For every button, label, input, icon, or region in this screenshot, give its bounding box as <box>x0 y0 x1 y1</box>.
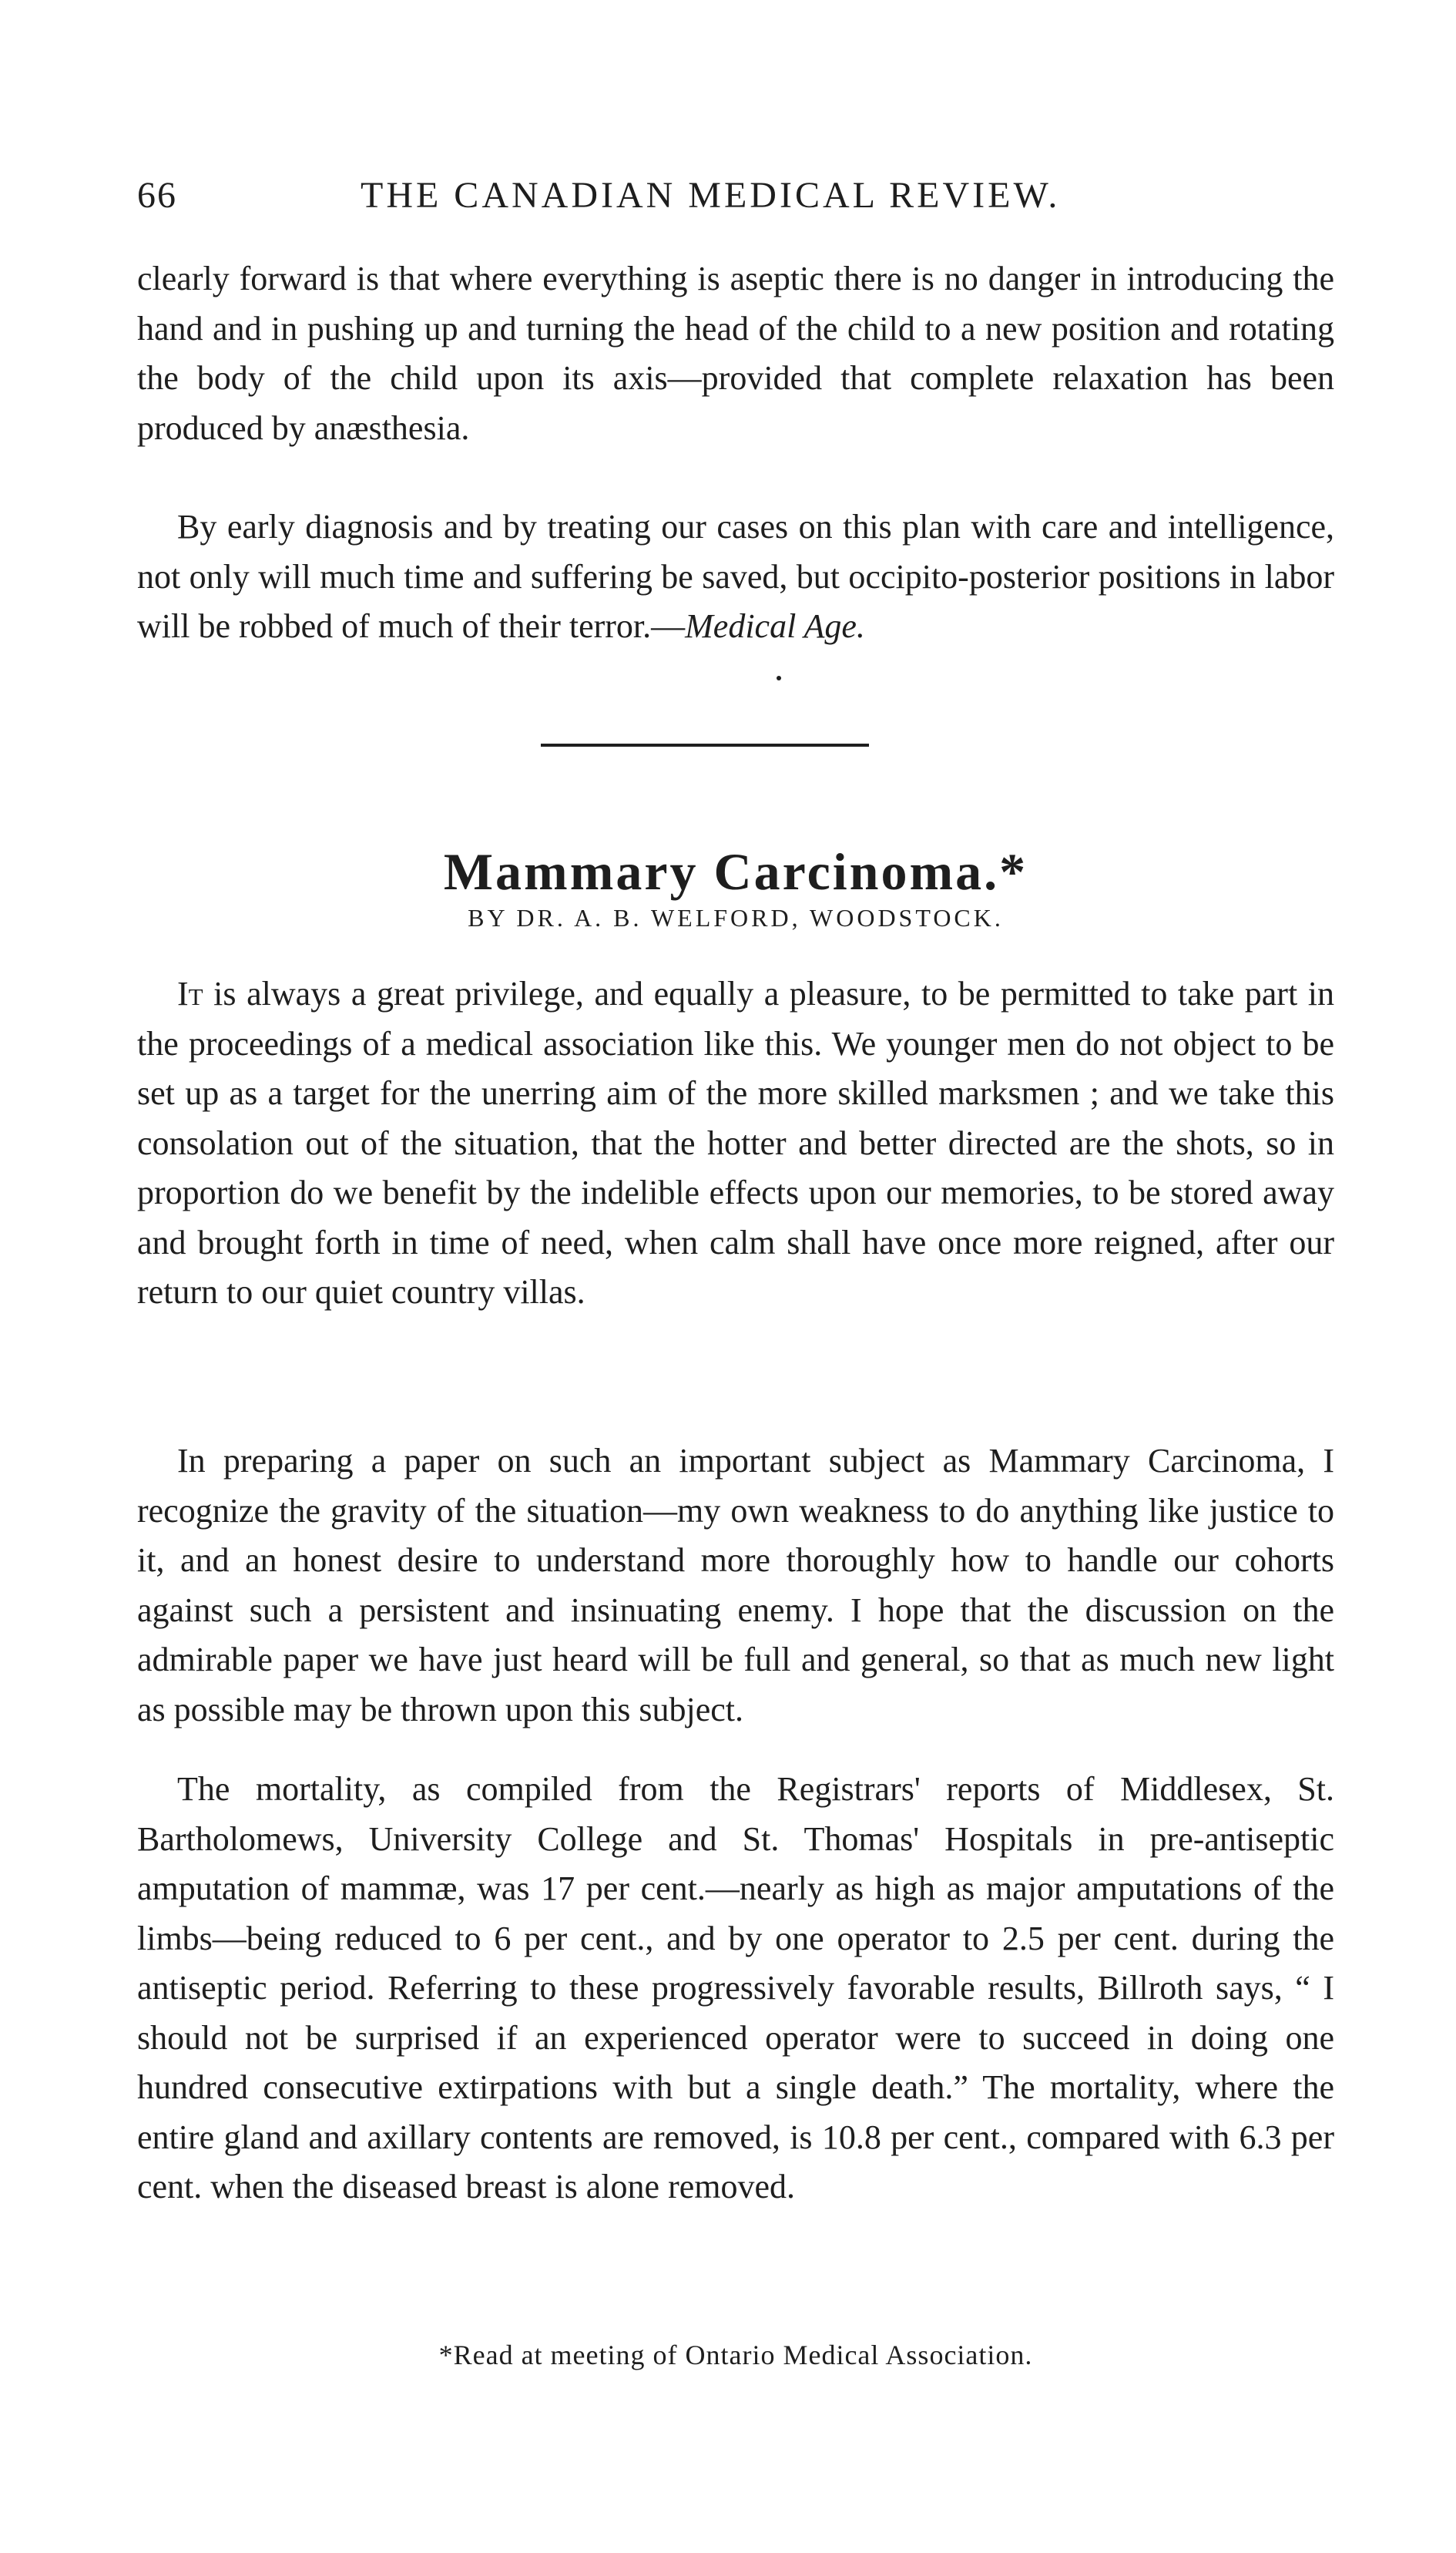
closing-paragraph-text: By early diagnosis and by treating our cases on this plan with care and intelligence, not only will much time and suffering be saved, but occipito-posterior positions in labor will be robbed of much of their terror.— <box>137 508 1334 645</box>
page-number: 66 <box>137 175 177 216</box>
previous-article-closing-paragraph <box>137 502 1334 652</box>
article-paragraph-1 <box>137 969 1334 1318</box>
footnote: *Read at meeting of Ontario Medical Association. <box>438 2340 1033 2370</box>
running-head <box>137 171 1334 220</box>
previous-article-paragraph: clearly forward is that where everything is aseptic there is no danger in introducing the hand and in pushing up and turning the head of the child to a new position and rotating the body of the child upon its axis—provided that complete relaxation has been produced by anæsthesia. <box>137 260 1334 447</box>
journal-title: THE CANADIAN MEDICAL REVIEW. <box>361 175 1061 216</box>
source-citation: Medical Age. <box>685 607 865 645</box>
paragraph-1-text: is always a great privilege, and equally a pleasure, to be permitted to take part in the proceedings of a medical association like this. We younger men do not object to be set up as a target for the unerring aim of the more skilled marksmen ; and we take this consolation out of the situation, that the hotter and better directed are the shots, so in proportion do we benefit by the indelible effects upon our memories, to be stored away and brought forth in time of need, when calm shall have once more reigned, after our return to our quiet country villas. <box>137 975 1334 1311</box>
paragraph-lead-word: It <box>177 975 203 1013</box>
section-divider <box>541 744 869 747</box>
article-paragraph-3: The mortality, as compiled from the Registrars' reports of Middlesex, St. Bartholomews, University College and St. Thomas' Hospitals in pre-antiseptic amputation of mammæ, was 17 per cent.—nearly as high as major amputations of the limbs—being reduced to 6 per cent., and by one operator to 2.5 per cent. during the antiseptic period. Referring to these progressively favorable results, Billroth says, “ I should not be surprised if an experienced operator were to succeed in doing one hundred consecutive extirpations with but a single death.” The mortality, where the entire gland and axillary contents are removed, is 10.8 per cent., compared with 6.3 per cent. when the diseased breast is alone removed. <box>137 1770 1334 2205</box>
article-paragraph-2: In preparing a paper on such an important subject as Mammary Carcinoma, I recognize the gravity of the situation—my own weakness to do anything like justice to it, and an honest desire to understand more thoroughly how to handle our cohorts against such a persistent and insinuating enemy. I hope that the discussion on the admirable paper we have just heard will be full and general, so that as much new light as possible may be thrown upon this subject. <box>137 1442 1334 1728</box>
article-byline: BY DR. A. B. WELFORD, WOODSTOCK. <box>468 904 1004 932</box>
stray-mark <box>777 676 781 680</box>
article-title: Mammary Carcinoma.* <box>443 841 1028 901</box>
